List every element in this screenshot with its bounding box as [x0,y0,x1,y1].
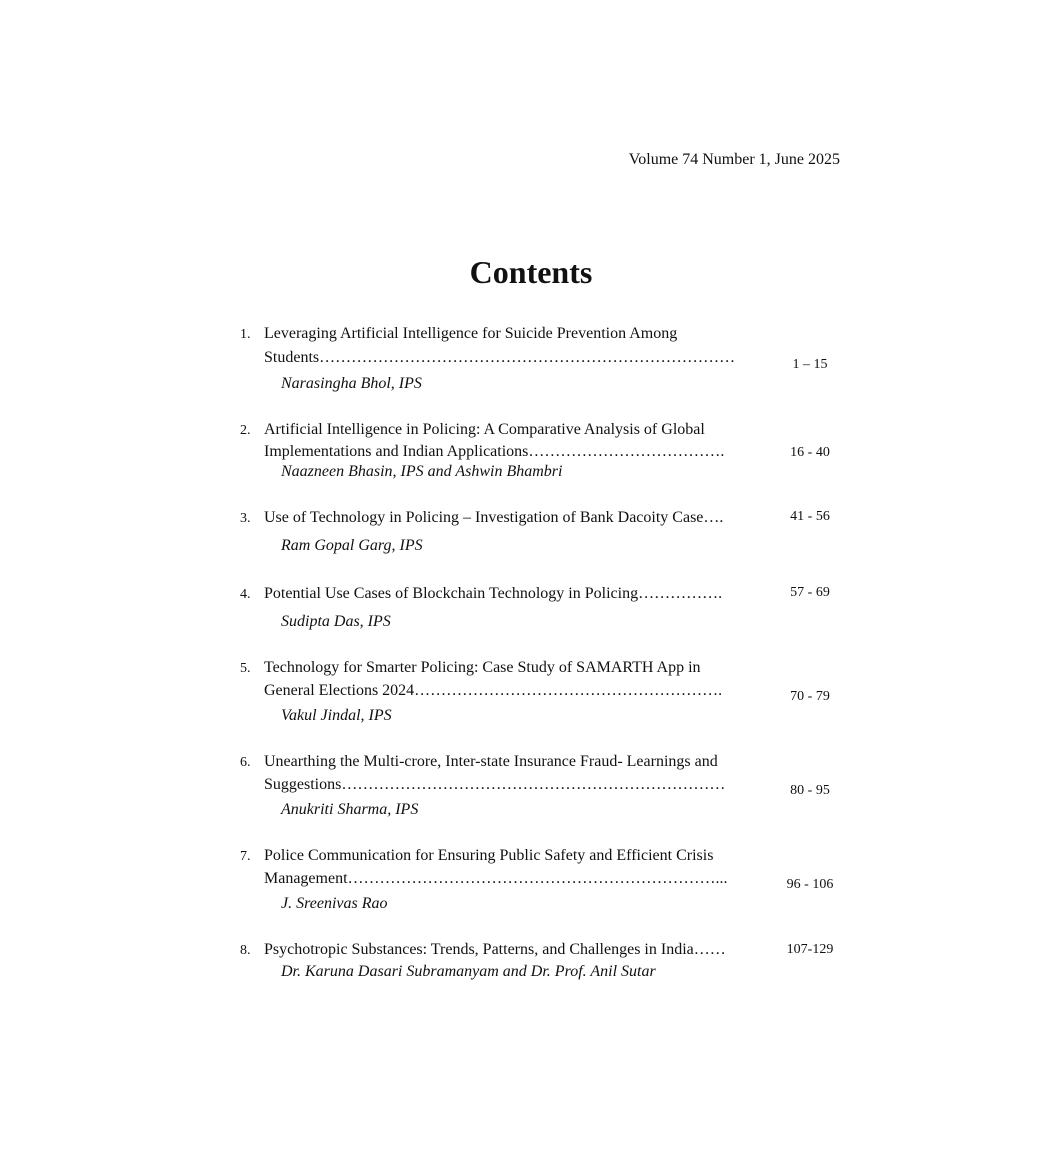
entry-title-line: Implementations and Indian Applications………………………………. [264,443,725,460]
entry-title-line: Suggestions……………………………………………………………… [264,776,726,793]
entry-page-range: 16 - 40 [790,445,830,460]
entry-number: 6. [240,755,251,770]
entry-number: 8. [240,943,251,958]
entry-number: 1. [240,327,251,342]
entry-number: 5. [240,661,251,676]
entry-author: Dr. Karuna Dasari Subramanyam and Dr. Prof. Anil Sutar [281,963,656,980]
entry-author: Narasingha Bhol, IPS [281,375,422,392]
entry-page-range: 57 - 69 [790,585,830,600]
entry-author: Sudipta Das, IPS [281,613,391,630]
entry-page-range: 80 - 95 [790,783,830,798]
entry-title-line: Potential Use Cases of Blockchain Technology in Policing……………. [264,585,723,602]
entry-title-line: Management……………………………………………………………... [264,870,728,887]
entry-page-range: 70 - 79 [790,689,830,704]
entry-number: 2. [240,423,251,438]
entry-author: J. Sreenivas Rao [281,895,388,912]
entry-author: Anukriti Sharma, IPS [281,801,419,818]
entry-author: Ram Gopal Garg, IPS [281,537,423,554]
entry-page-range: 41 - 56 [790,509,830,524]
entry-title-line: Leveraging Artificial Intelligence for Suicide Prevention Among [264,325,678,342]
entry-number: 4. [240,587,251,602]
entry-page-range: 1 – 15 [792,357,828,372]
entry-title-line: Technology for Smarter Policing: Case Study of SAMARTH App in [264,659,701,676]
entry-number: 3. [240,511,251,526]
entry-page-range: 107-129 [786,942,834,957]
entry-title-line: General Elections 2024…………………………………………………. [264,682,723,699]
entry-title-line: Unearthing the Multi-crore, Inter-state Insurance Fraud- Learnings and [264,753,718,770]
entry-title-line: Use of Technology in Policing – Investigation of Bank Dacoity Case…. [264,509,724,526]
entry-title-line: Artificial Intelligence in Policing: A Comparative Analysis of Global [264,421,705,438]
volume-issue-line: Volume 74 Number 1, June 2025 [628,151,840,168]
entry-number: 7. [240,849,251,864]
entry-title-line: Students…………………………………………………………………… [264,349,736,366]
entry-author: Naazneen Bhasin, IPS and Ashwin Bhambri [281,463,563,480]
entry-title-line: Psychotropic Substances: Trends, Patterns, and Challenges in India…… [264,941,726,958]
entry-author: Vakul Jindal, IPS [281,707,392,724]
page-title: Contents [469,254,593,290]
entry-page-range: 96 - 106 [786,877,834,892]
entry-title-line: Police Communication for Ensuring Public Safety and Efficient Crisis [264,847,714,864]
